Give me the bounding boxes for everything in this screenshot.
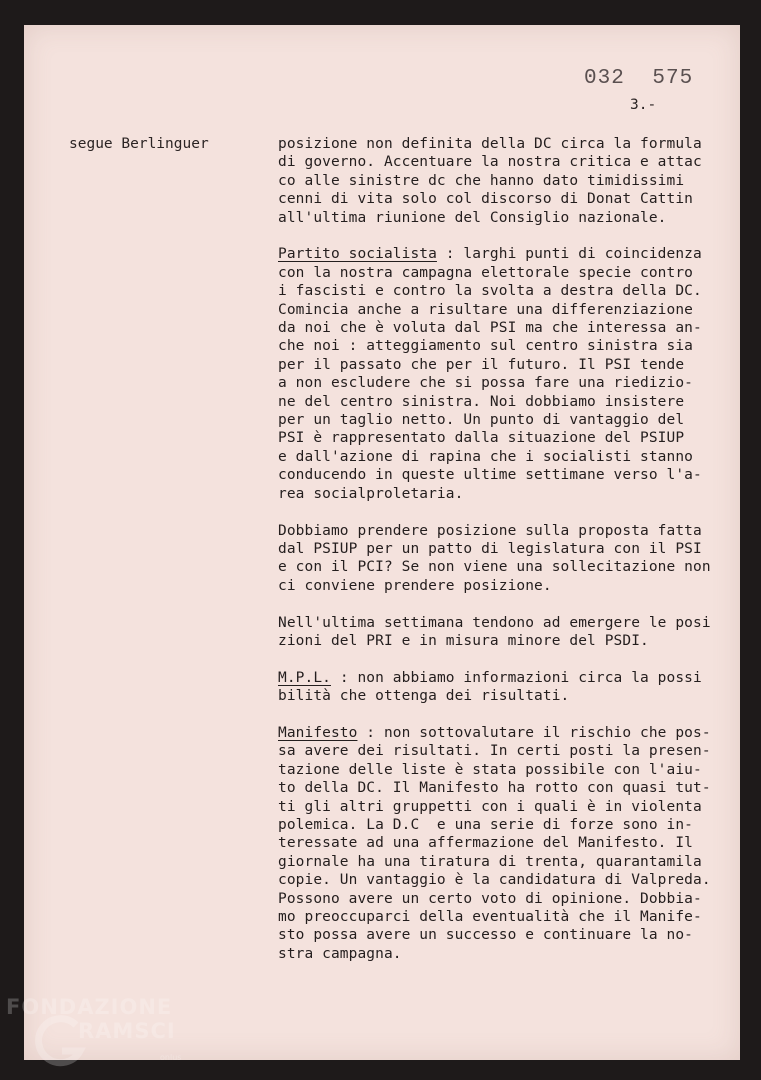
text-line: rea socialproletaria. — [278, 485, 464, 502]
section-heading-partito-socialista: Partito socialista — [278, 246, 437, 263]
text-line: co alle sinistre dc che hanno dato timidissimi — [278, 172, 685, 189]
text-line: dal PSIUP per un patto di legislatura con il PSI — [278, 540, 702, 557]
text-line — [278, 669, 748, 687]
text-line — [278, 245, 748, 263]
text-line: che noi : atteggiamento sul centro sinistra sia — [278, 338, 693, 355]
text-line: polemica. La D.C e una serie di forze sono in- — [278, 816, 693, 833]
text-line: Nell'ultima settimana tendono ad emergere le posi — [278, 614, 711, 631]
text-line: mo preoccuparci della eventualità che il Manife- — [278, 908, 702, 925]
text-line: Dobbiamo prendere posizione sulla proposta fatta — [278, 522, 702, 539]
text-line: giornale ha una tiratura di trenta, quarantamila — [278, 853, 702, 870]
text-line: sto possa avere un successo e continuare la no- — [278, 927, 693, 944]
text-line: e dall'azione di rapina che i socialisti stanno — [278, 448, 693, 465]
text-line: da noi che è voluta dal PSI ma che interessa an- — [278, 320, 702, 337]
document-page — [24, 25, 740, 1060]
paragraph-dc-position — [278, 135, 748, 227]
paragraph-manifesto — [278, 724, 748, 963]
text-line: con la nostra campagna elettorale specie contro — [278, 264, 693, 281]
text-line: sa avere dei risultati. In certi posti la presen- — [278, 743, 711, 760]
paragraph-partito-socialista — [278, 245, 748, 503]
text-line: a non escludere che si possa fare una riedizio- — [278, 375, 693, 392]
text-line: all'ultima riunione del Consiglio nazionale. — [278, 209, 667, 226]
text-line: zioni del PRI e in misura minore del PSDI. — [278, 632, 649, 649]
text-line: di governo. Accentuare la nostra critica e attac — [278, 154, 702, 171]
text-line: ci conviene prendere posizione. — [278, 577, 552, 594]
text-line: posizione non definita della DC circa la formula — [278, 136, 702, 152]
text-line: copie. Un vantaggio è la candidatura di Valpreda. — [278, 872, 711, 889]
text-line: ti gli altri gruppetti con i quali è in violenta — [278, 798, 702, 815]
text-line: tazione delle liste è stata possibile con l'aiu- — [278, 761, 702, 778]
watermark-small-text: onlus — [160, 1053, 182, 1062]
text-line: Comincia anche a risultare una differenziazione — [278, 301, 693, 318]
text-line: PSI è rappresentato dalla situazione del PSIUP — [278, 430, 685, 447]
paragraph-mpl — [278, 669, 748, 706]
text-line: bilità che ottenga dei risultati. — [278, 688, 570, 705]
text-line: e con il PCI? Se non viene una sollecitazione non — [278, 559, 711, 576]
text-line: per il passato che per il futuro. Il PSI tende — [278, 356, 685, 373]
watermark-line-2: RAMSCI — [78, 1019, 176, 1043]
paragraph-pri-psdi — [278, 614, 748, 651]
watermark-line-1: FONDAZIONE — [6, 995, 173, 1019]
text-line-rest: : larghi punti di coincidenza — [436, 246, 702, 263]
archive-stamp-number: 032 575 — [584, 67, 694, 90]
text-line: conducendo in queste ultime settimane verso l'a- — [278, 467, 702, 484]
text-line — [278, 724, 748, 742]
section-heading-mpl: M.P.L. — [278, 669, 331, 686]
body-text — [278, 135, 748, 982]
text-line-rest: : non sottovalutare il rischio che pos- — [357, 724, 711, 741]
text-line-rest: : non abbiamo informazioni circa la possi — [330, 669, 702, 686]
text-line: ne del centro sinistra. Noi dobbiamo insistere — [278, 393, 685, 410]
text-line: i fascisti e contro la svolta a destra della DC. — [278, 283, 702, 300]
text-line: teressate ad una affermazione del Manifesto. Il — [278, 835, 693, 852]
text-line: per un taglio netto. Un punto di vantaggio del — [278, 412, 685, 429]
text-line: stra campagna. — [278, 945, 402, 962]
section-heading-manifesto: Manifesto — [278, 724, 358, 741]
text-line: to della DC. Il Manifesto ha rotto con quasi tut- — [278, 780, 711, 797]
paragraph-psiup-proposal — [278, 522, 748, 596]
page-number: 3.- — [630, 97, 657, 113]
text-line: cenni di vita solo col discorso di Donat Cattin — [278, 191, 693, 208]
text-line: Possono avere un certo voto di opinione. Dobbia- — [278, 890, 702, 907]
speaker-label: segue Berlinguer — [69, 136, 209, 152]
